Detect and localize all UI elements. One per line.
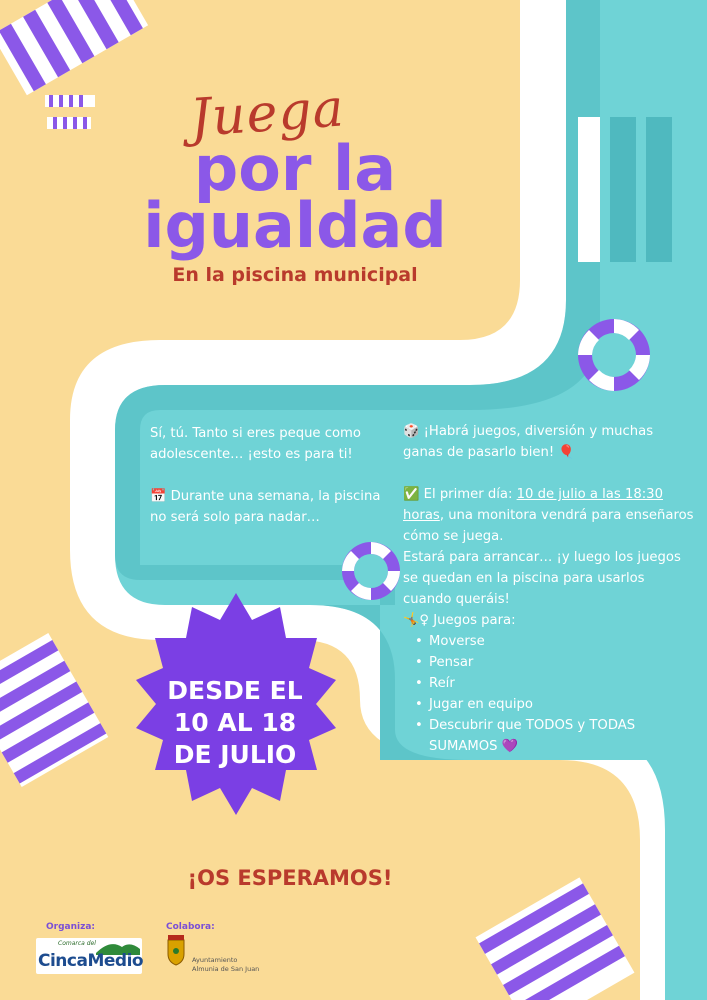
list-item: • Pensar [429, 652, 695, 673]
ready-text: Estará para arrancar… ¡y luego los juegos se quedan en la piscina para usarlos cuando queráis! [403, 550, 681, 607]
balloon-icon: 🎈 [558, 445, 575, 460]
first-day-hours: horas [403, 508, 440, 523]
towel-left [0, 633, 108, 787]
title-script: Juega [188, 78, 347, 149]
title-line-1: por la [193, 132, 397, 205]
calendar-icon: 📅 [150, 489, 167, 504]
title-line-2: igualdad [143, 189, 447, 262]
games-list [403, 631, 695, 757]
towel-top-left [0, 0, 148, 95]
organiza-label: Organiza: [46, 922, 96, 932]
fun-paragraph [403, 421, 695, 463]
dice-icon: 🎲 [403, 424, 420, 439]
date-badge-line-3: DE JULIO [173, 740, 297, 769]
lane-stripe-teal-2 [646, 117, 672, 262]
right-info-block [403, 421, 695, 757]
subtitle: En la piscina municipal [172, 264, 418, 286]
first-day-paragraph [403, 484, 695, 547]
checkmark-icon: ✅ [403, 487, 420, 502]
life-ring-top [578, 319, 650, 391]
coat-of-arms-icon [168, 935, 184, 965]
week-paragraph [150, 486, 390, 528]
left-info-block [150, 423, 390, 528]
ayuntamiento-text [192, 956, 292, 974]
date-badge [150, 675, 320, 771]
lane-stripe-white [578, 117, 600, 262]
intro-text: Sí, tú. Tanto si eres peque como adolescente… ¡esto es para ti! [150, 426, 361, 462]
date-badge-line-1: DESDE EL [167, 676, 303, 705]
call-to-action: ¡OS ESPERAMOS! [187, 866, 393, 890]
first-day-rest: , una monitora vendrá para enseñaros cómo se juega. [403, 508, 694, 544]
games-heading [403, 610, 695, 631]
list-item: • Descubrir que TODOS y TODAS SUMAMOS 💜 [429, 715, 695, 757]
list-item: • Jugar en equipo [429, 694, 695, 715]
cincamedio-logo [36, 938, 142, 974]
towel-fringe [45, 95, 95, 129]
colabora-label: Colabora: [166, 922, 215, 932]
ayuntamiento-line-2: Almunia de San Juan [192, 965, 260, 973]
gymnast-icon: 🤸♀ [403, 613, 430, 628]
logo-main-text: CincaMedio [38, 951, 144, 971]
week-text: Durante una semana, la piscina no será solo para nadar… [150, 489, 381, 525]
life-ring-middle [342, 542, 400, 600]
lane-stripe-teal-1 [610, 117, 636, 262]
date-badge-line-2: 10 AL 18 [173, 708, 297, 737]
list-item: • Reír [429, 673, 695, 694]
games-title: Juegos para: [433, 613, 516, 628]
logo-small-text: Comarca del [58, 940, 96, 947]
first-day-label: El primer día: [423, 487, 513, 502]
ayuntamiento-line-1: Ayuntamiento [192, 956, 238, 964]
towel-bottom-right [476, 877, 635, 1000]
first-day-date: 10 de julio a las 18:30 [516, 487, 663, 502]
list-item: • Moverse [429, 631, 695, 652]
fun-text: ¡Habrá juegos, diversión y muchas ganas de pasarlo bien! [403, 424, 654, 460]
